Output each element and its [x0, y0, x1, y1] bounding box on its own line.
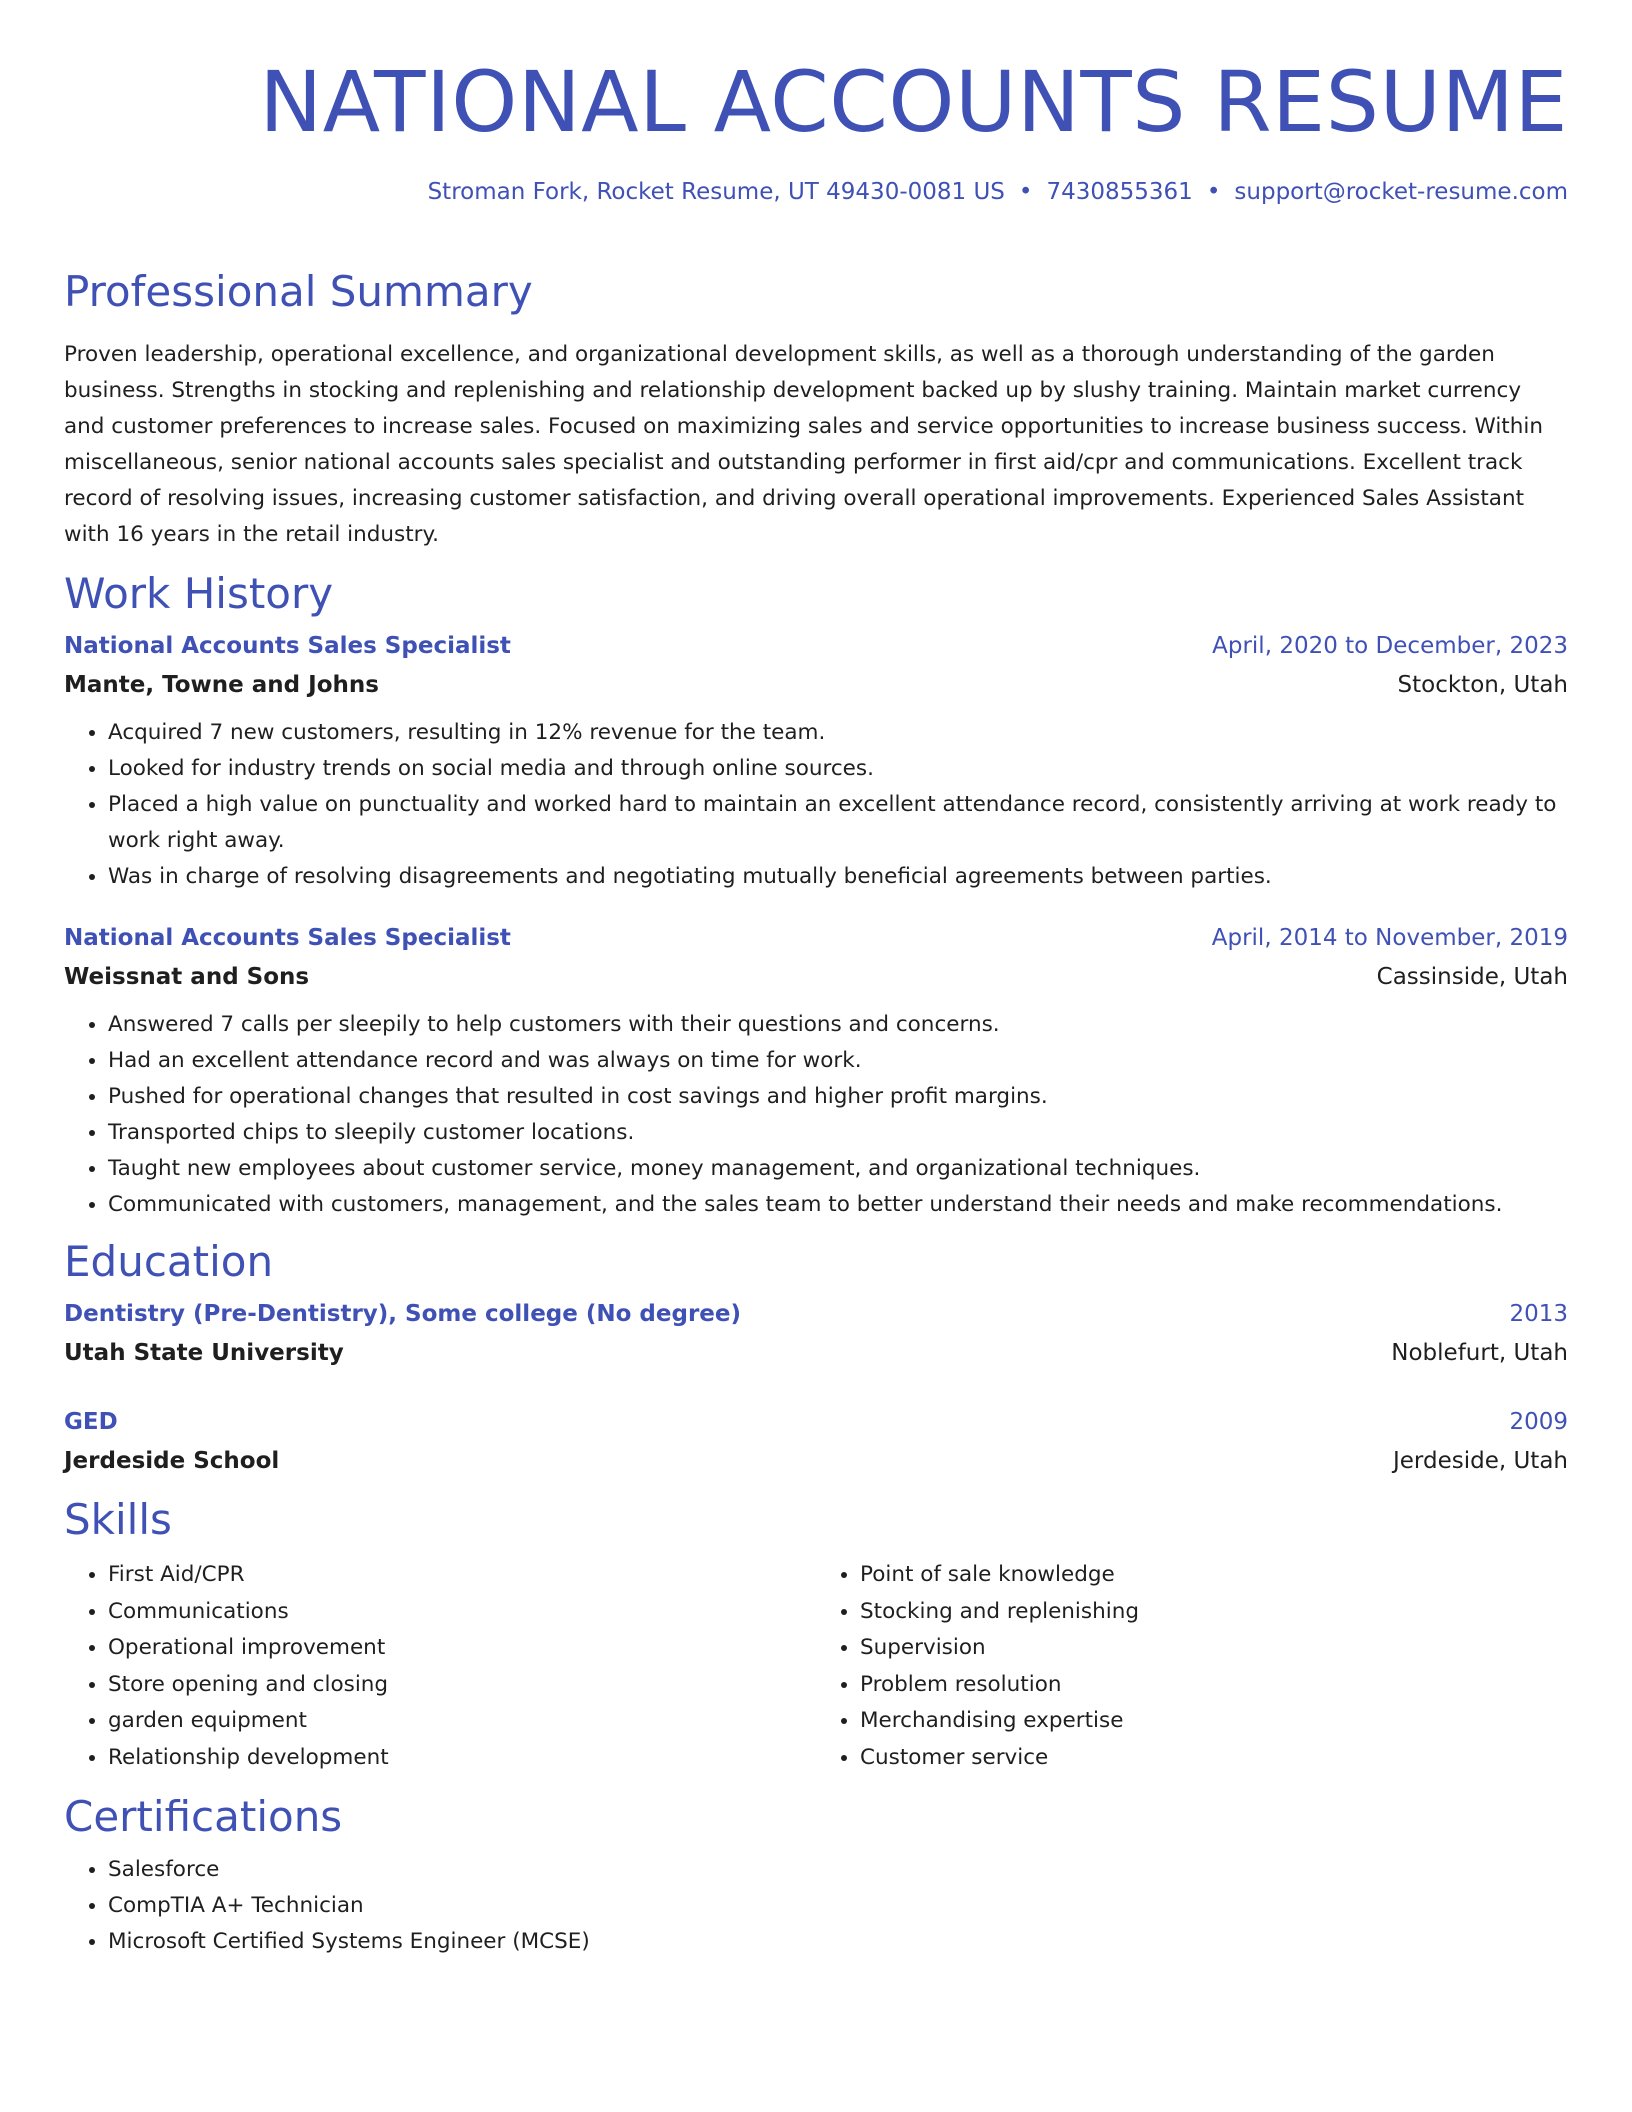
education-degree-row: [64, 1403, 1568, 1441]
skill-item: • First Aid/CPR: [108, 1557, 816, 1594]
skill-item: • Store opening and closing: [108, 1667, 816, 1704]
job-bullet: • Pushed for operational changes that resulted in cost savings and higher profit margins.: [108, 1079, 1568, 1115]
section-heading-education: Education: [64, 1237, 274, 1286]
job-bullet: • Acquired 7 new customers, resulting in 12% revenue for the team.: [108, 715, 1568, 751]
skill-item: • Supervision: [860, 1630, 1568, 1667]
education-degree-row: [64, 1295, 1568, 1333]
skill-item: • Communications: [108, 1594, 816, 1631]
contact-separator: •: [1018, 179, 1033, 205]
contact-address: Stroman Fork, Rocket Resume, UT 49430-0081 US: [427, 179, 1005, 205]
education-entry: [64, 1403, 1568, 1481]
job-title: National Accounts Sales Specialist: [64, 633, 511, 659]
contact-phone: 7430855361: [1046, 179, 1193, 205]
education-location: Noblefurt, Utah: [1391, 1340, 1568, 1366]
skill-item: • Operational improvement: [108, 1630, 816, 1667]
skill-item: • garden equipment: [108, 1703, 816, 1740]
section-heading-summary: Professional Summary: [64, 267, 533, 316]
certifications-list: [64, 1852, 1568, 1960]
certification-item: • Salesforce: [108, 1852, 1568, 1888]
job-bullet: • Placed a high value on punctuality and worked hard to maintain an excellent attendance record, consistently arriving at work ready to work right away.: [108, 787, 1568, 859]
education-entry: [64, 1295, 1568, 1373]
education-year: 2009: [1509, 1409, 1568, 1435]
section-heading-certifications: Certifications: [64, 1792, 343, 1841]
resume-title: NATIONAL ACCOUNTS RESUME: [259, 53, 1568, 151]
education-degree: Dentistry (Pre-Dentistry), Some college (No degree): [64, 1301, 742, 1327]
job-bullet: • Taught new employees about customer service, money management, and organizational techniques.: [108, 1151, 1568, 1187]
section-heading-work-history: Work History: [64, 569, 334, 618]
contact-separator: •: [1206, 179, 1221, 205]
skills-column-left: [64, 1557, 816, 1776]
job-dates: April, 2020 to December, 2023: [1212, 633, 1568, 659]
job-title-row: [64, 627, 1568, 665]
job-dates: April, 2014 to November, 2019: [1211, 925, 1568, 951]
contact-line: [64, 177, 1568, 207]
education-school: Jerdeside School: [64, 1448, 280, 1474]
resume-header: [64, 0, 1568, 207]
job-company: Mante, Towne and Johns: [64, 672, 379, 698]
summary-text: Proven leadership, operational excellence, and organizational development skills, as well as a thorough understanding of the garden business. Strengths in stocking and replenishing and relationship development backed up by slushy training. Maintain market currency and customer preferences to increase sales. Focused on maximizing sales and service opportunities to increase business success. Within miscellaneous, senior national accounts sales specialist and outstanding performer in first aid/cpr and communications. Excellent track record of resolving issues, increasing customer satisfaction, and driving overall operational improvements. Experienced Sales Assistant with 16 years in the retail industry.: [64, 342, 1543, 547]
certification-item: • Microsoft Certified Systems Engineer (MCSE): [108, 1924, 1568, 1960]
skill-item: • Customer service: [860, 1740, 1568, 1777]
job-location: Stockton, Utah: [1397, 672, 1568, 698]
job-bullets: [64, 715, 1568, 895]
job-bullet: • Communicated with customers, management, and the sales team to better understand their needs and make recommendations.: [108, 1187, 1568, 1223]
education-school: Utah State University: [64, 1340, 344, 1366]
skill-item: • Relationship development: [108, 1740, 816, 1777]
skill-item: • Point of sale knowledge: [860, 1557, 1568, 1594]
job-company-row: [64, 665, 1568, 705]
skill-item: • Merchandising expertise: [860, 1703, 1568, 1740]
contact-email[interactable]: support@rocket-resume.com: [1234, 179, 1568, 205]
job-entry: [64, 627, 1568, 895]
education-school-row: [64, 1333, 1568, 1373]
job-bullet: • Answered 7 calls per sleepily to help customers with their questions and concerns.: [108, 1007, 1568, 1043]
job-bullet: • Looked for industry trends on social media and through online sources.: [108, 751, 1568, 787]
job-bullet: • Transported chips to sleepily customer locations.: [108, 1115, 1568, 1151]
job-location: Cassinside, Utah: [1376, 964, 1568, 990]
certification-item: • CompTIA A+ Technician: [108, 1888, 1568, 1924]
education-year: 2013: [1509, 1301, 1568, 1327]
job-title: National Accounts Sales Specialist: [64, 925, 511, 951]
education-degree: GED: [64, 1409, 118, 1435]
section-heading-skills: Skills: [64, 1495, 172, 1544]
job-bullets: [64, 1007, 1568, 1223]
job-company: Weissnat and Sons: [64, 964, 310, 990]
education-location: Jerdeside, Utah: [1392, 1448, 1568, 1474]
education-school-row: [64, 1441, 1568, 1481]
job-title-row: [64, 919, 1568, 957]
job-bullet: • Was in charge of resolving disagreements and negotiating mutually beneficial agreements between parties.: [108, 859, 1568, 895]
skills-list: [64, 1557, 1568, 1776]
skills-column-right: [816, 1557, 1568, 1776]
job-entry: [64, 919, 1568, 1223]
job-company-row: [64, 957, 1568, 997]
skill-item: • Stocking and replenishing: [860, 1594, 1568, 1631]
skill-item: • Problem resolution: [860, 1667, 1568, 1704]
job-bullet: • Had an excellent attendance record and was always on time for work.: [108, 1043, 1568, 1079]
